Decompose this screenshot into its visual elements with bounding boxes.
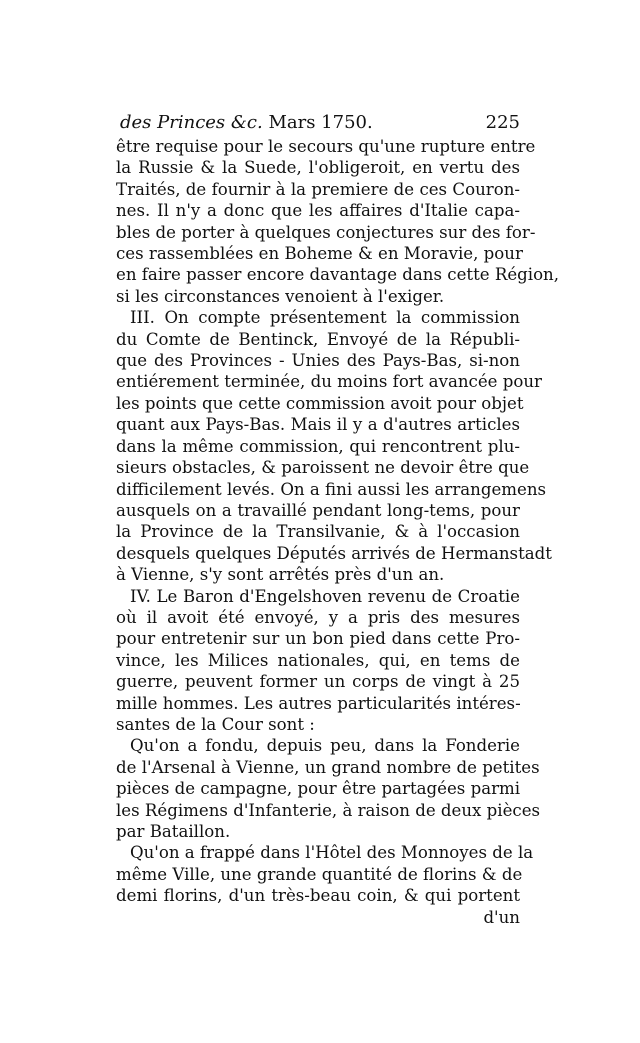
text-line: en faire passer encore davantage dans cette Région, <box>116 265 560 285</box>
text-line: que des Provinces - Unies des Pays-Bas, si-non <box>116 351 520 371</box>
text-line: même Ville, une grande quantité de florins & de <box>116 864 523 884</box>
text-line: santes de la Cour sont : <box>116 714 315 734</box>
text-line: pour entretenir sur un bon pied dans cette Pro- <box>116 629 520 649</box>
text-line: être requise pour le secours qu'une rupture entre <box>116 137 536 156</box>
text-line: dans la même commission, qui rencontrent plu- <box>116 436 520 456</box>
text-line: de l'Arsenal à Vienne, un grand nombre de petites <box>116 757 540 777</box>
text-line: pièces de campagne, pour être partagées parmi <box>116 779 521 799</box>
text-line: vince, les Milices nationales, qui, en tems de <box>116 650 520 670</box>
page-number: 225 <box>485 112 520 133</box>
text-line: Qu'on a frappé dans l'Hôtel des Monnoyes de la <box>130 843 534 863</box>
text-line: IV. Le Baron d'Engelshoven revenu de Croatie <box>130 586 520 606</box>
text-line: la Province de la Transilvanie, & à l'occasion <box>116 522 520 542</box>
running-head <box>120 110 520 136</box>
running-head-title: des Princes &c. <box>120 112 263 133</box>
text-line: les Régimens d'Infanterie, à raison de deux pièces <box>116 800 541 820</box>
text-line: la Russie & la Suede, l'obligeroit, en vertu des <box>116 158 520 178</box>
text-line: III. On compte présentement la commission <box>130 308 520 328</box>
text-line: guerre, peuvent former un corps de vingt à 25 <box>116 672 520 692</box>
text-line: entiérement terminée, du moins fort avancée pour <box>116 372 542 392</box>
text-line: ces rassemblées en Boheme & en Moravie, pour <box>116 244 523 264</box>
text-line: ausquels on a travaillé pendant long-tems, pour <box>116 500 520 520</box>
text-line: quant aux Pays-Bas. Mais il y a d'autres articles <box>116 415 520 435</box>
text-line: sieurs obstacles, & paroissent ne devoir être que <box>116 458 530 478</box>
text-line: par Bataillon. <box>116 822 231 841</box>
text-line: demi florins, d'un très-beau coin, & qui portent <box>116 886 520 906</box>
catchword: d'un <box>483 907 520 927</box>
text-line: bles de porter à quelques conjectures sur des for- <box>116 222 536 242</box>
page-text <box>116 110 560 928</box>
text-line: où il avoit été envoyé, y a pris des mesures <box>116 607 520 627</box>
text-line: du Comte de Bentinck, Envoyé de la Républi- <box>116 329 520 349</box>
text-line: desquels quelques Députés arrivés de Hermanstadt <box>116 543 552 563</box>
text-line: mille hommes. Les autres particularités intéres- <box>116 693 521 713</box>
text-line: Qu'on a fondu, depuis peu, dans la Fonderie <box>130 736 520 756</box>
text-line: les points que cette commission avoit pour objet <box>116 393 524 413</box>
text-line: Traités, de fournir à la premiere de ces Couron- <box>116 179 520 199</box>
text-line: difficilement levés. On a fini aussi les arrangemens <box>116 479 547 499</box>
text-line: à Vienne, s'y sont arrêtés près d'un an. <box>116 565 445 585</box>
text-line: nes. Il n'y a donc que les affaires d'Italie capa- <box>116 201 520 221</box>
text-line: si les circonstances venoient à l'exiger. <box>116 286 445 306</box>
running-head-date: Mars 1750. <box>268 112 373 133</box>
